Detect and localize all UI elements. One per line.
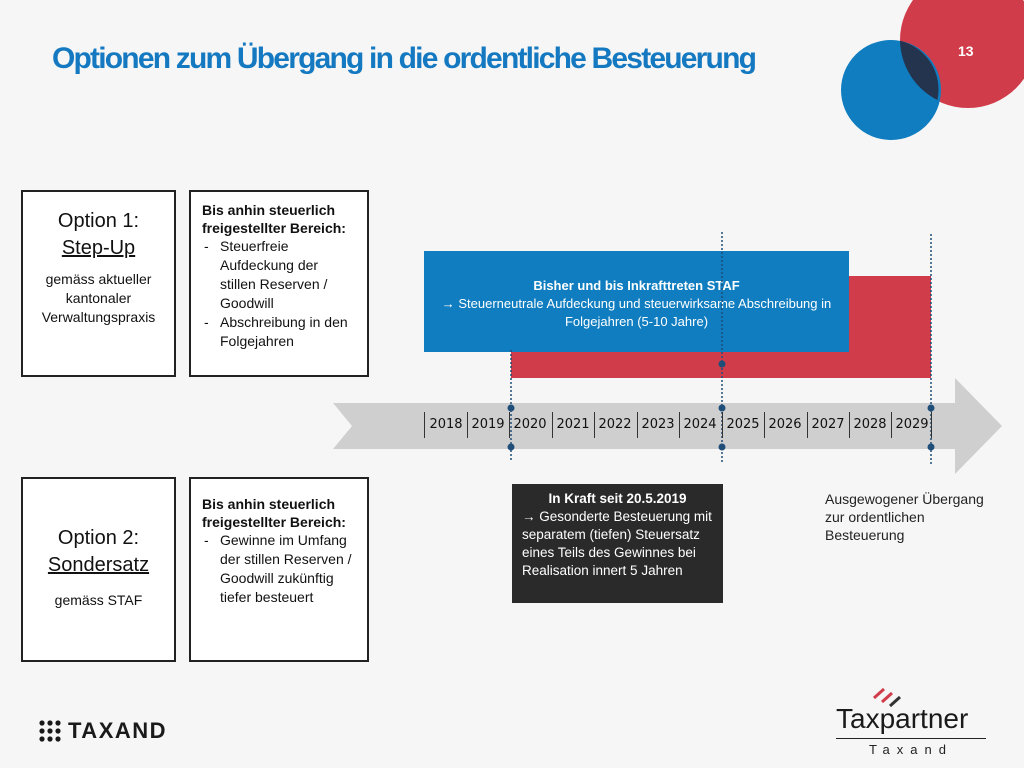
list-item: - Gewinne im Umfang der stillen Reserven / Goodwill zukünftig tiefer besteuert: [202, 531, 357, 607]
year-label: 2020: [513, 417, 547, 432]
option2-description-box: [189, 477, 369, 662]
option1-box: [21, 190, 176, 377]
list-item: - Abschreibung in den Folgejahren: [202, 313, 357, 351]
marker-dot-2029-bottom: [928, 444, 935, 451]
option1-description-head: Bis anhin steuerlich freigestellter Bereich:: [202, 202, 346, 236]
year-label: 2019: [471, 417, 505, 432]
staf-in-force-heading: In Kraft seit 20.5.2019: [548, 491, 687, 506]
option1-subtitle: gemäss aktueller kantonaler Verwaltungspraxis: [41, 271, 156, 325]
option2-subtitle: gemäss STAF: [54, 592, 143, 608]
marker-dot-2029-top: [928, 405, 935, 412]
option1-description-box: [189, 190, 369, 377]
year-label: 2026: [768, 417, 802, 432]
slide-title: Optionen zum Übergang in die ordentliche Besteuerung: [52, 42, 756, 75]
option2-title: Option 2: Sondersatz: [47, 527, 150, 576]
previous-regime-heading: Bisher und bis Inkrafttreten STAF: [533, 278, 740, 293]
option1-title: Option 1: Step-Up: [57, 210, 140, 259]
balanced-transition-text: Ausgewogener Übergang zur ordentlichen Besteuerung: [825, 491, 984, 543]
year-label: 2024: [683, 417, 717, 432]
page-number: 13: [958, 43, 974, 59]
option1-description-list: [202, 237, 357, 351]
year-label: 2021: [556, 417, 590, 432]
taxpartner-logo: [836, 686, 986, 761]
marker-dot-2024-bottom: [719, 444, 726, 451]
taxand-logo: [38, 716, 188, 748]
taxpartner-divider: [836, 738, 986, 739]
taxpartner-logo-text: Taxpartner: [836, 703, 969, 734]
decorative-circles: [820, 0, 1024, 150]
option2-description-list: [202, 531, 357, 607]
year-label: 2025: [726, 417, 760, 432]
option2-box: [21, 477, 176, 662]
year-label: 2027: [811, 417, 845, 432]
year-label: 2029: [895, 417, 929, 432]
year-label: 2028: [853, 417, 887, 432]
staf-in-force-text: → Gesonderte Besteuerung mit separatem (tiefen) Steuersatz eines Teils des Gewinnes bei Realisation innert 5 Jahren: [522, 509, 712, 578]
staf-in-force-box: [512, 484, 723, 603]
taxand-logo-icon: [38, 719, 62, 743]
previous-regime-text: → Steuerneutrale Aufdeckung und steuerwirksame Abschreibung in Folgejahren (5-10 Jahre): [441, 296, 832, 329]
list-item: - Steuerfreie Aufdeckung der stillen Reserven / Goodwill: [202, 237, 357, 313]
taxand-logo-text: TAXAND: [68, 718, 168, 743]
year-label: 2023: [641, 417, 675, 432]
option2-description-head: Bis anhin steuerlich freigestellter Bereich:: [202, 496, 346, 530]
marker-dot-2020-top: [508, 405, 515, 412]
year-label: 2018: [429, 417, 463, 432]
year-label: 2022: [598, 417, 632, 432]
marker-dot-2020-bottom: [508, 444, 515, 451]
marker-dot-2024-mid: [719, 361, 726, 368]
taxpartner-logo-subtext: Taxand: [869, 742, 953, 757]
marker-dot-2024-top: [719, 405, 726, 412]
